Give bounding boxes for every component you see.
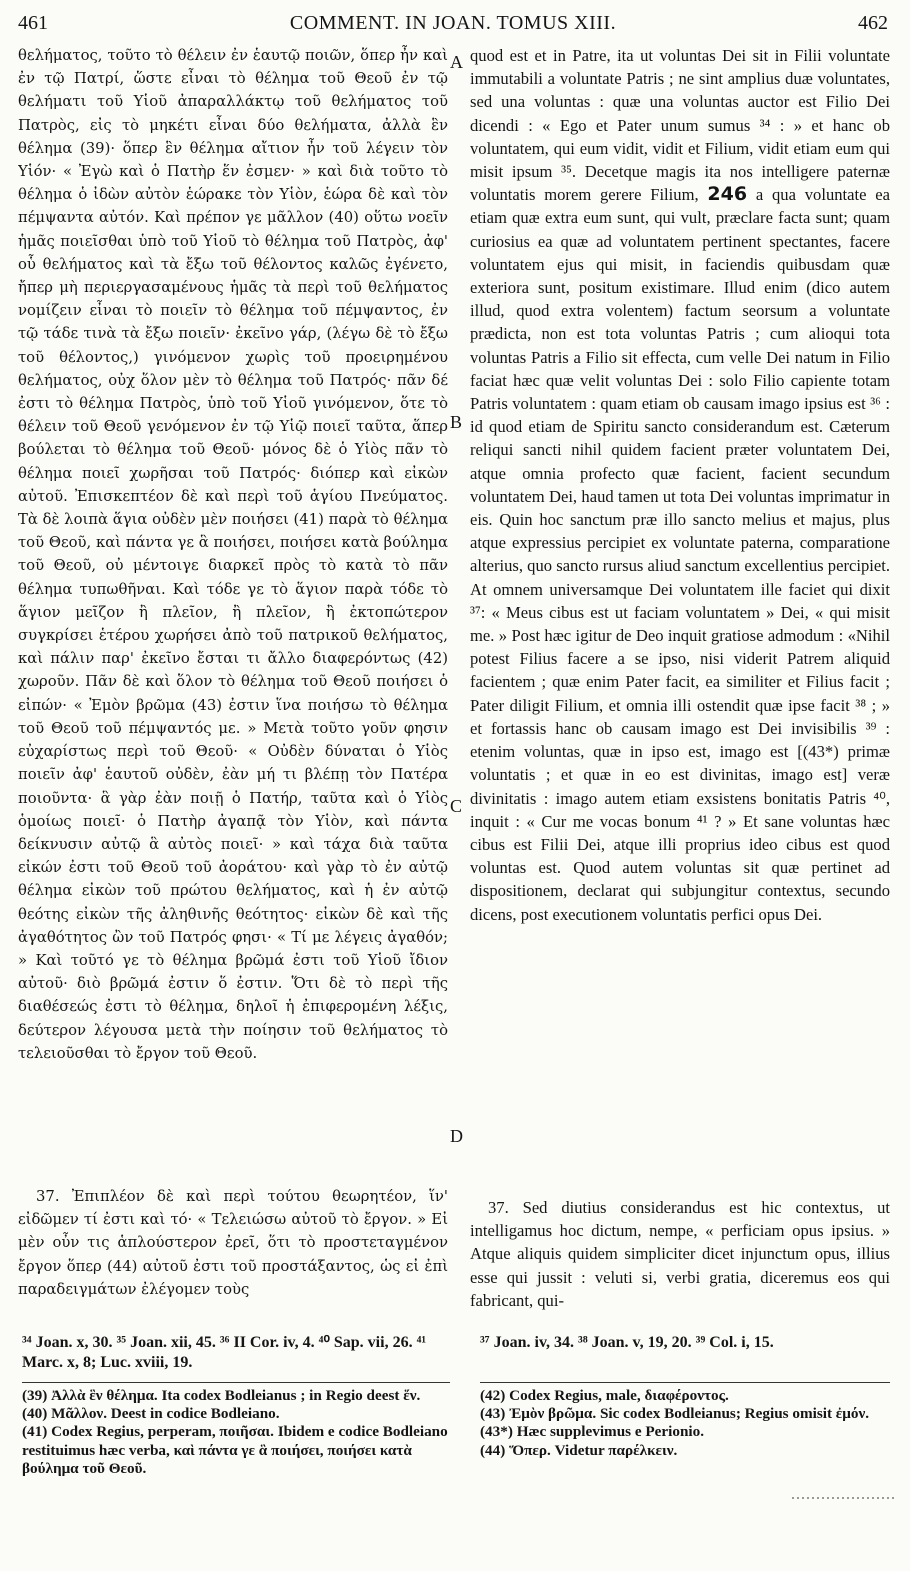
latin-paragraph-1b: a qua voluntate ea etiam quæ extra eum sunt, qui vult, præclare facta sunt; quam curiosius ea quæ ad voluntatem pertinent spectantes, facere voluntatem ejus qui misit, in faciendis quibusdam quæ exteriora sunt, positum existimare. Illud enim (dico autem illud, quod extra volentem) factum seorsum a voluntate prædicta, non est tota voluntas Patris ; cum alioqui tota voluntas Patris a Filio sit effecta, cum velle Dei natum in Filio faciat hæc quæ velit voluntas Dei : solo Filio capiente totam Patris voluntatem : quam etiam ob causam imago ipsius est ³⁶ : id quod etiam de Spiritu sancto considerandum est. Cæterum reliqui sancti nihil quidem facient præter voluntatem Dei, atque omnia profecto quæ facient, facient secundum voluntatem Dei, haud tamen ut tota Dei voluntas imprimatur in eis. Quin hoc sanctum præ illo sancto melius et majus, plus atque expressius percipiet ex voluntate paterna, comparatione alterius, quo sancto rursus aliud sanctum excellentius percipiet. At omnem universamque Dei voluntatem ille faciet qui dixit ³⁷: « Meus cibus est ut faciam voluntatem » Dei, « qui misit me. » Post hæc igitur de Deo inquit gratiose admodum : «Nihil potest Filius facere a se ipso, nisi viderit Patrem aliquid facientem ; quæ enim Pater facit, ea similiter et Filius facit ; Pater diligit Filium, et omnia illi ostendit quæ ipse facit ³⁸ ; » et fortassis hanc ob causam imago est Dei invisibilis ³⁹ : etenim voluntas, quæ in ipso est, imago est [(43*) primæ voluntatis ; et quæ in eo est divinitas, imago est] veræ divinitatis : imago autem etiam exsistens bonitatis Patris ⁴⁰, inquit : « Cur me vocas bonum ⁴¹ ? » Et sane voluntas hæc cibus est Filii Dei, atque illi proprius ideo cibus est quod voluntas est. Quod autem voluntas sit quæ pertinet ad dispositionem, declarat qui subjungitur contextus, secundo dicens, post executionem voluntatis perfici opus Dei. [470, 185, 890, 924]
greek-paragraph-2: 37. Ἐπιπλέον δὲ καὶ περὶ τούτου θεωρητέον, ἵν' εἰδῶμεν τί ἐστι καὶ τό· « Τελειώσω αὐτοῦ τὸ ἔργον. » Εἰ μὲν οὖν τις ἁπλούστερον ἐρεῖ, ὅτι τὸ προστεταγμένον ἔργον ὅπερ (44) αὐτοῦ ἐστι τοῦ προστάξαντος, ὡς εἰ ἐπὶ παραδειγμάτων ἐλέγομεν τοὺς [18, 1188, 448, 1298]
margin-mark-c: C [450, 796, 463, 816]
latin-column [470, 44, 890, 1179]
latin-column-section-37 [470, 1196, 890, 1326]
margin-mark-a: A [450, 52, 463, 72]
page-header [18, 12, 888, 38]
footnote-divider-right [480, 1382, 890, 1383]
footnote-divider-left [22, 1382, 450, 1383]
footnote-43: (43) Ἐμὸν βρῶμα. Sic codex Bodleianus; Regius omisit ἐμόν. [480, 1405, 870, 1423]
edition-page-number: 246 [707, 183, 748, 206]
footnote-41: (41) Codex Regius, perperam, ποιῆσαι. Ibidem e codice Bodleiano restituimus hæc verba, καὶ πάντα γε ἃ ποιήσει, ποιήσει κατὰ βούλημα τοῦ Θεοῦ. [22, 1423, 448, 1477]
footnote-39: (39) Ἀλλὰ ἓν θέλημα. Ita codex Bodleianus ; in Regio deest ἕν. [22, 1387, 421, 1404]
scan-artifact [792, 1497, 896, 1499]
footnotes-left [22, 1387, 450, 1478]
running-title: COMMENT. IN JOAN. TOMUS XIII. [289, 12, 617, 34]
latin-paragraph-2: 37. Sed diutius considerandus est hic contextus, ut intelligamus hoc dictum, nempe, « perficiam opus ipsius. » Atque aliquis quidem simpliciter dicet injunctum opus, illius esse qui jussit : veluti si, verbi gratia, diceremus eos qui fabricant, qui- [470, 1198, 890, 1310]
page-number-right: 462 [858, 12, 888, 34]
greek-column-section-37 [18, 1185, 448, 1335]
margin-mark-d: D [450, 1126, 463, 1146]
latin-paragraph-1a: quod est et in Patre, ita ut voluntas Dei sit in Filii voluntate immutabili a voluntate Patris ; ne sint amplius duæ voluntates, sed una voluntas : quæ una voluntas auctor est Filio Dei dicendi : « Ego et Pater unum sumus ³⁴ : » et hanc ob voluntatem, qui eum vidit, vidit et Filium, vidit etiam eum qui misit ipsum ³⁵. Decetque magis ita nos intelligere paternæ voluntatis morem gerere Filium, [470, 46, 890, 205]
scripture-notes-left: ³⁴ Joan. x, 30. ³⁵ Joan. xii, 45. ³⁶ II Cor. iv, 4. ⁴⁰ Sap. vii, 26. ⁴¹ Marc. x, 8; Luc. xviii, 19. [22, 1334, 427, 1371]
footnote-44: (44) Ὅπερ. Videtur παρέλκειν. [480, 1441, 678, 1459]
footnote-40: (40) Μᾶλλον. Deest in codice Bodleiano. [22, 1405, 280, 1423]
greek-column [18, 44, 448, 1179]
scripture-notes-right: ³⁷ Joan. iv, 34. ³⁸ Joan. v, 19, 20. ³⁹ Col. i, 15. [480, 1334, 774, 1351]
margin-mark-b: B [450, 412, 463, 432]
footnote-43-star: (43*) Hæc supplevimus e Perionio. [480, 1423, 705, 1441]
greek-paragraph-1: θελήματος, τοῦτο τὸ θέλειν ἐν ἑαυτῷ ποιῶν, ὅπερ ἦν καὶ ἐν τῷ Πατρί, ὥστε εἶναι τὸ θέλημα τοῦ Θεοῦ ἐν τῷ θελήματι τοῦ Υἱοῦ ἀπαραλλάκτῳ τοῦ θελήματος τοῦ Πατρὸς, εἰς τὸ μηκέτι εἶναι δύο θελήματα, ἀλλὰ ἓν θέλημα (39)· ὅπερ ἓν θέλημα αἴτιον ἦν τοῦ λέγειν τὸν Υἱόν· « Ἐγὼ καὶ ὁ Πατὴρ ἕν ἐσμεν· » καὶ διὰ τοῦτο τὸ θέλημα ὁ ἰδὼν αὐτὸν ἑώρακε τὸν Υἱὸν, ἑώρα δὲ καὶ τὸν πέμψαντα αὐτόν. Καὶ πρέπον γε μᾶλλον (40) οὕτω νοεῖν ἡμᾶς ποιεῖσθαι ὑπὸ τοῦ Υἱοῦ τὸ θέλημα τοῦ Πατρὸς, ἀφ' οὗ θελήματος καὶ τὰ ἔξω τοῦ θέλοντος καλῶς ἐγένετο, ἤπερ μὴ περιεργασαμένους ἡμᾶς τὰ περὶ τοῦ θελήματος νομίζειν εἶναι τὸ ποιεῖν τὸ θέλημα τοῦ πέμψαντος, ἐν τῷ τάδε τινὰ τὰ ἔξω ποιεῖν· ἐκεῖνο γάρ, (λέγω δὲ τὸ ἔξω τοῦ θέλοντος,) γινόμενον χωρὶς τοῦ προειρημένου θελήματος, οὐχ ὅλον μὲν τὸ θέλημα τοῦ Πατρός· πᾶν δέ ἐστι τὸ θέλημα Πατρὸς, ὑπὸ τοῦ Υἱοῦ γινόμενον, ὅτε τὸ θέλειν τοῦ Θεοῦ γενόμενον ἐν τῷ Υἱῷ ποιεῖ ταῦτα, ἅπερ βούλεται τὸ θέλημα τοῦ Θεοῦ· μόνος δὲ ὁ Υἱὸς πᾶν τὸ θέλημα ποιεῖ χωρῆσαι τοῦ Πατρός· διόπερ καὶ εἰκὼν αὐτοῦ. Ἐπισκεπτέον δὲ καὶ περὶ τοῦ ἁγίου Πνεύματος. Τὰ δὲ λοιπὰ ἅγια οὐδὲν μὲν ποιήσει (41) παρὰ τὸ θέλημα τοῦ Θεοῦ, καὶ πάντα γε ἃ ποιήσει, ποιήσει κατὰ βούλημα τοῦ Θεοῦ, οὐ μέντοιγε διαρκεῖ πρὸς τὸ κατὰ τὸ πᾶν θέλημα τυπωθῆναι. Καὶ τόδε γε τὸ ἅγιον παρὰ τόδε τὸ ἅγιον μεῖζον ἢ πλεῖον, ἢ πλεῖον, ἢ ἐκτοπώτερον συγκρίσει ἑτέρου χωρήσει ἀπὸ τοῦ πατρικοῦ θελήματος, καὶ πάλιν παρ' ἐκεῖνο ἔσται τι ἄλλο διαφερόντως (42) χωροῦν. Πᾶν δὲ καὶ ὅλον τὸ θέλημα τοῦ Θεοῦ ποιήσει ὁ εἰπών· « Ἐμὸν βρῶμα (43) ἐστιν ἵνα ποιήσω τὸ θέλημα τοῦ Θεοῦ τοῦ πέμψαντός με. » Μετὰ τοῦτο γοῦν φησιν εὐχαρίστως περὶ τοῦ Θεοῦ· « Οὐδὲν δύναται ὁ Υἱὸς ποιεῖν ἀφ' ἑαυτοῦ οὐδὲν, ἐὰν μή τι βλέπῃ τὸν Πατέρα ποιοῦντα· ἃ γὰρ ἐὰν ποιῇ ὁ Πατήρ, ταῦτα καὶ ὁ Υἱὸς ὁμοίως ποιεῖ· ὁ Πατὴρ ἀγαπᾷ τὸν Υἱὸν, καὶ πάντα δείκνυσιν αὐτῷ ἃ αὐτὸς ποιεῖ· » καὶ τάχα διὰ ταῦτα εἰκών ἐστι τοῦ Θεοῦ τοῦ ἀοράτου· καὶ γὰρ τὸ ἐν αὐτῷ θέλημα εἰκὼν τοῦ πρώτου θελήματος, καὶ ἡ ἐν αὐτῷ θεότης εἰκὼν τῆς ἀληθινῆς θεότητος· εἰκὼν δὲ καὶ τῆς ἀγαθότητος ὢν τοῦ Πατρός φησι· « Τί με λέγεις ἀγαθόν; » Καὶ τοῦτό γε τὸ θέλημα βρῶμά ἐστι τοῦ Υἱοῦ ἴδιον αὐτοῦ· διὸ βρῶμά ἐστιν ὅ ἐστιν. Ὅτι δὲ τὸ περὶ τῆς διαθέσεώς ἐστι τὸ θέλημα, δηλοῖ ἡ ἐπιφερομένη λέξις, δεύτερον λέγουσα μετὰ τὴν ποίησιν τοῦ θελήματος τὸ τελειοῦσθαι τὸ ἔργον τοῦ Θεοῦ. [18, 47, 448, 1062]
latin-paragraph-1 [470, 44, 890, 926]
page-number-left: 461 [18, 12, 48, 34]
footnotes-right [480, 1387, 890, 1460]
footnote-42: (42) Codex Regius, male, διαφέροντος. [480, 1387, 729, 1404]
